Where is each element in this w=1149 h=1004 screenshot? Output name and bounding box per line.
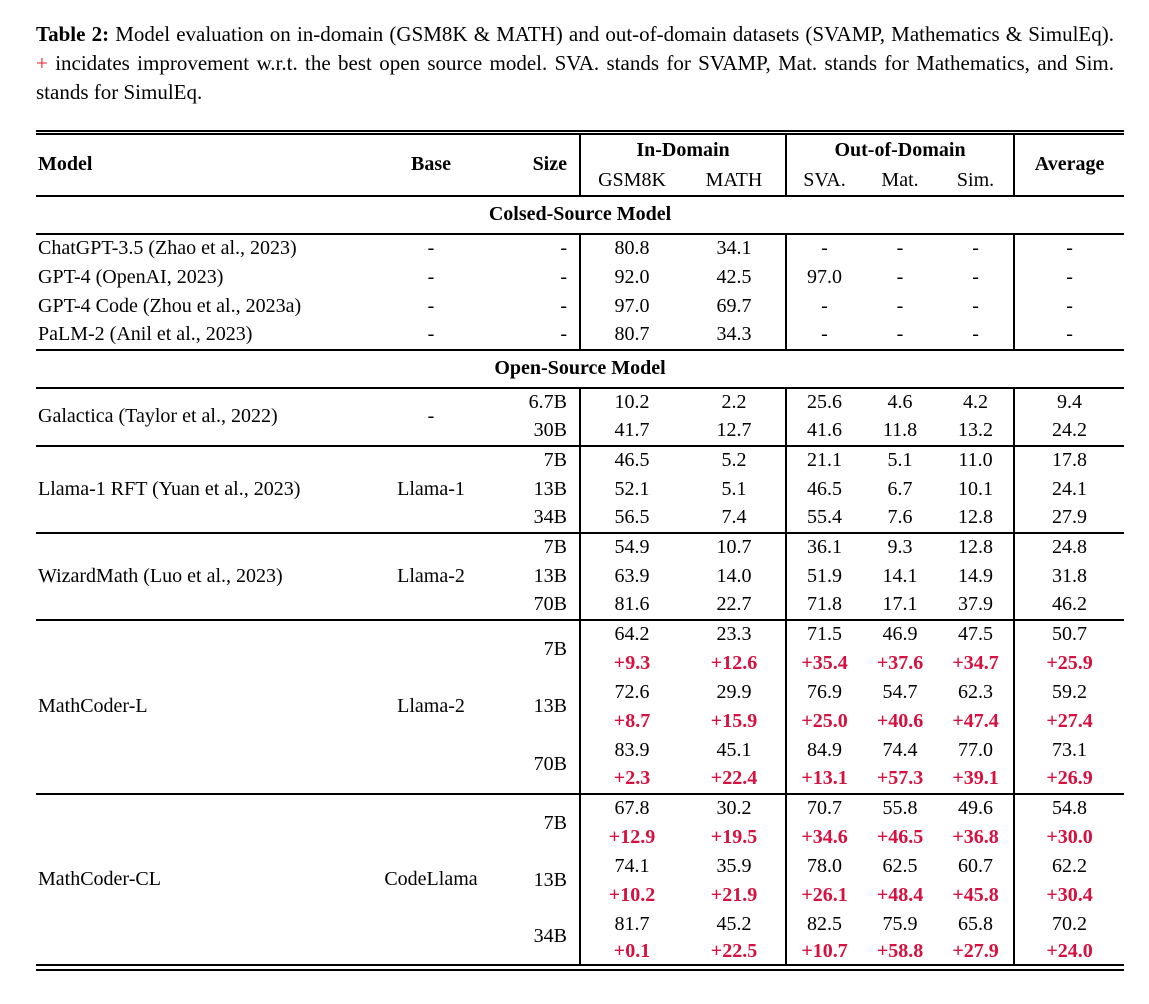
col-header-size: Size xyxy=(532,153,567,176)
score-cell-math: 2.2 xyxy=(721,391,747,413)
score-cell-mat: - xyxy=(896,237,904,259)
delta-cell-sva: +34.6 xyxy=(786,823,862,852)
score-cell-math: 12.7 xyxy=(716,419,752,441)
score-cell-sim: 10.1 xyxy=(958,477,994,500)
score-cell-math: 5.1 xyxy=(721,477,747,500)
score-cell-sim: - xyxy=(972,265,979,288)
table-body xyxy=(36,196,1124,968)
score-cell-mat: 7.6 xyxy=(887,506,913,528)
delta-cell-sim: +27.9 xyxy=(952,939,999,962)
table-row xyxy=(36,533,1124,562)
evaluation-table xyxy=(36,130,1124,971)
delta-cell-gsm8k: +10.2 xyxy=(580,881,683,910)
score-cell-sva: 71.8 xyxy=(786,591,862,620)
delta-cell-sim: +47.4 xyxy=(952,709,999,732)
score-cell-sim: 13.2 xyxy=(958,419,994,441)
score-cell-sim: 12.8 xyxy=(938,533,1014,562)
section-heading: Open-Source Model xyxy=(36,350,1124,388)
model-name-cell: Galactica (Taylor et al., 2022) xyxy=(38,405,278,427)
delta-cell-mat: +57.3 xyxy=(876,767,924,789)
table-row xyxy=(36,263,1124,292)
score-cell-gsm8k: 83.9 xyxy=(580,736,683,765)
score-cell-sim: - xyxy=(972,294,979,317)
delta-cell-gsm8k: +8.7 xyxy=(580,707,683,736)
caption-text-1: Model evaluation on in-domain (GSM8K & MATH) and out-of-domain datasets (SVAMP, Mathematics & SimulEq). xyxy=(115,22,1114,46)
size-cell: 7B xyxy=(486,620,580,678)
size-cell: 13B xyxy=(533,869,567,891)
score-cell-sva: - xyxy=(786,234,862,263)
score-cell-sva: 71.5 xyxy=(786,620,862,649)
score-cell-avg: 73.1 xyxy=(1014,736,1124,765)
score-cell-avg: 31.8 xyxy=(1014,562,1124,591)
score-cell-avg: 24.2 xyxy=(1014,417,1124,446)
col-header-mat: Mat. xyxy=(881,168,919,191)
base-model-cell: - xyxy=(427,265,435,288)
score-cell-gsm8k: 56.5 xyxy=(580,504,683,533)
score-cell-sva: 25.6 xyxy=(786,388,862,417)
base-model-cell: Llama-2 xyxy=(376,620,486,794)
delta-cell-gsm8k: +2.3 xyxy=(580,765,683,794)
delta-cell-sva: +10.7 xyxy=(786,939,862,968)
delta-cell-gsm8k: +12.9 xyxy=(580,823,683,852)
score-cell-sim: 60.7 xyxy=(958,854,994,877)
delta-cell-sim: +45.8 xyxy=(952,883,999,906)
score-cell-math: 34.1 xyxy=(716,237,752,259)
model-name-cell: GPT-4 Code (Zhou et al., 2023a) xyxy=(38,294,302,317)
score-cell-gsm8k: 64.2 xyxy=(580,620,683,649)
score-cell-gsm8k: 67.8 xyxy=(580,794,683,823)
score-cell-avg: 24.1 xyxy=(1014,475,1124,504)
section-heading-row xyxy=(36,196,1124,234)
delta-cell-sva: +25.0 xyxy=(786,707,862,736)
score-cell-mat: - xyxy=(896,294,904,317)
table-row xyxy=(36,794,1124,823)
delta-cell-mat: +46.5 xyxy=(876,825,924,848)
delta-cell-avg: +27.4 xyxy=(1014,707,1124,736)
score-cell-gsm8k: 63.9 xyxy=(580,562,683,591)
score-cell-math: 34.3 xyxy=(716,323,752,345)
score-cell-avg: - xyxy=(1014,292,1124,321)
col-header-base: Base xyxy=(411,153,451,176)
score-cell-sim: 49.6 xyxy=(938,794,1014,823)
score-cell-mat: 5.1 xyxy=(862,446,938,475)
col-header-sva: SVA. xyxy=(786,166,862,196)
size-cell: 13B xyxy=(533,695,567,717)
score-cell-sim: 4.2 xyxy=(963,391,989,413)
score-cell-mat: 11.8 xyxy=(882,419,918,441)
table-row xyxy=(36,388,1124,417)
table-row xyxy=(36,620,1124,649)
delta-cell-sva: +35.4 xyxy=(786,649,862,678)
table-header xyxy=(36,133,1124,196)
score-cell-avg: - xyxy=(1014,321,1124,350)
score-cell-gsm8k: 54.9 xyxy=(580,533,683,562)
score-cell-sim: 62.3 xyxy=(958,680,994,703)
delta-cell-math: +19.5 xyxy=(710,825,758,848)
score-cell-sva: 46.5 xyxy=(786,475,862,504)
size-cell: 70B xyxy=(533,593,567,615)
score-cell-gsm8k: 72.6 xyxy=(580,678,683,707)
table-row xyxy=(36,292,1124,321)
score-cell-sva: 21.1 xyxy=(786,446,862,475)
score-cell-gsm8k: 80.8 xyxy=(580,234,683,263)
size-cell: 6.7B xyxy=(528,391,567,413)
size-cell: 13B xyxy=(533,477,567,500)
score-cell-gsm8k: 97.0 xyxy=(580,292,683,321)
delta-cell-mat: +40.6 xyxy=(876,709,924,732)
base-model-cell: Llama-1 xyxy=(376,446,486,533)
delta-cell-sim: +34.7 xyxy=(952,651,999,674)
score-cell-mat: 75.9 xyxy=(882,912,918,935)
score-cell-math: 10.7 xyxy=(683,533,786,562)
score-cell-mat: 17.1 xyxy=(882,593,918,615)
delta-cell-mat: +58.8 xyxy=(876,939,924,962)
model-name-cell: MathCoder-CL xyxy=(36,794,376,968)
score-cell-mat: - xyxy=(896,265,904,288)
size-cell: - xyxy=(560,323,567,345)
table-caption xyxy=(36,20,1114,107)
score-cell-gsm8k: 52.1 xyxy=(580,475,683,504)
base-model-cell: - xyxy=(427,294,435,317)
delta-cell-gsm8k: +0.1 xyxy=(580,939,683,968)
score-cell-math: 14.0 xyxy=(716,564,752,587)
delta-cell-avg: +26.9 xyxy=(1014,765,1124,794)
size-cell: 7B xyxy=(486,794,580,852)
score-cell-sva: 55.4 xyxy=(786,504,862,533)
score-cell-sim: 65.8 xyxy=(958,912,994,935)
score-cell-sva: 76.9 xyxy=(786,678,862,707)
score-cell-math: 23.3 xyxy=(683,620,786,649)
size-cell: - xyxy=(560,294,567,317)
score-cell-avg: - xyxy=(1014,234,1124,263)
model-name-cell: ChatGPT-3.5 (Zhao et al., 2023) xyxy=(38,237,297,259)
score-cell-sim: 12.8 xyxy=(958,506,994,528)
score-cell-mat: 54.7 xyxy=(882,680,918,703)
col-header-sim: Sim. xyxy=(956,168,995,191)
table-row xyxy=(36,446,1124,475)
score-cell-avg: 9.4 xyxy=(1014,388,1124,417)
score-cell-sva: 84.9 xyxy=(786,736,862,765)
size-cell: - xyxy=(560,265,567,288)
score-cell-sim: 11.0 xyxy=(938,446,1014,475)
size-cell: 34B xyxy=(533,925,567,948)
delta-cell-sim: +39.1 xyxy=(952,767,999,789)
score-cell-math: 69.7 xyxy=(716,294,752,317)
delta-cell-mat: +37.6 xyxy=(876,651,924,674)
caption-plus-symbol: + xyxy=(36,51,48,75)
score-cell-sva: 51.9 xyxy=(786,562,862,591)
score-cell-gsm8k: 10.2 xyxy=(580,388,683,417)
col-header-model: Model xyxy=(38,153,93,176)
score-cell-gsm8k: 92.0 xyxy=(580,263,683,292)
base-model-cell: Llama-2 xyxy=(376,533,486,620)
score-cell-mat: 14.1 xyxy=(882,564,918,587)
score-cell-mat: - xyxy=(896,323,904,345)
score-cell-avg: 50.7 xyxy=(1014,620,1124,649)
caption-text-2: incidates improvement w.r.t. the best open source model. SVA. stands for SVAMP, Mat. stands for Mathematics, and Sim. stands for SimulEq. xyxy=(36,51,1114,104)
score-cell-math: 5.2 xyxy=(683,446,786,475)
score-cell-avg: 17.8 xyxy=(1014,446,1124,475)
score-cell-sim: 14.9 xyxy=(958,564,994,587)
score-cell-math: 35.9 xyxy=(716,854,752,877)
score-cell-mat: 74.4 xyxy=(882,738,918,761)
score-cell-avg: 24.8 xyxy=(1014,533,1124,562)
table-row xyxy=(36,234,1124,263)
caption-label: Table 2: xyxy=(36,22,110,46)
delta-cell-avg: +24.0 xyxy=(1014,939,1124,968)
score-cell-sva: 36.1 xyxy=(786,533,862,562)
delta-cell-avg: +30.4 xyxy=(1014,881,1124,910)
score-cell-sva: 97.0 xyxy=(786,263,862,292)
delta-cell-sva: +26.1 xyxy=(786,881,862,910)
score-cell-math: 42.5 xyxy=(716,265,752,288)
score-cell-avg: 62.2 xyxy=(1014,852,1124,881)
score-cell-mat: 4.6 xyxy=(887,391,913,413)
score-cell-avg: 46.2 xyxy=(1014,591,1124,620)
score-cell-math: 45.2 xyxy=(716,912,752,935)
score-cell-sim: 37.9 xyxy=(958,593,994,615)
delta-cell-mat: +48.4 xyxy=(876,883,924,906)
col-header-gsm8k: GSM8K xyxy=(580,166,683,196)
delta-cell-math: +22.5 xyxy=(710,939,758,962)
score-cell-gsm8k: 74.1 xyxy=(580,852,683,881)
model-name-cell: MathCoder-L xyxy=(36,620,376,794)
score-cell-sim: - xyxy=(972,237,979,259)
base-model-cell: - xyxy=(427,237,435,259)
model-name-cell: WizardMath (Luo et al., 2023) xyxy=(36,533,376,620)
score-cell-avg: 59.2 xyxy=(1014,678,1124,707)
score-cell-gsm8k: 46.5 xyxy=(580,446,683,475)
delta-cell-sva: +13.1 xyxy=(786,765,862,794)
model-name-cell: PaLM-2 (Anil et al., 2023) xyxy=(38,323,253,345)
score-cell-sim: 47.5 xyxy=(938,620,1014,649)
col-header-math: MATH xyxy=(705,168,763,191)
size-cell: 70B xyxy=(533,752,567,775)
table-row xyxy=(36,321,1124,350)
score-cell-mat: 55.8 xyxy=(862,794,938,823)
score-cell-gsm8k: 41.7 xyxy=(580,417,683,446)
base-model-cell: CodeLlama xyxy=(376,794,486,968)
score-cell-mat: 46.9 xyxy=(862,620,938,649)
score-cell-avg: 70.2 xyxy=(1014,910,1124,939)
delta-cell-avg: +30.0 xyxy=(1014,823,1124,852)
score-cell-gsm8k: 81.6 xyxy=(580,591,683,620)
col-header-out-of-domain: Out-of-Domain xyxy=(786,133,1014,166)
score-cell-sva: 82.5 xyxy=(786,910,862,939)
delta-cell-math: +21.9 xyxy=(710,883,758,906)
score-cell-math: 30.2 xyxy=(683,794,786,823)
section-heading-row xyxy=(36,350,1124,388)
score-cell-mat: 9.3 xyxy=(862,533,938,562)
delta-cell-math: +12.6 xyxy=(710,651,758,674)
model-name-cell: Llama-1 RFT (Yuan et al., 2023) xyxy=(36,446,376,533)
base-model-cell: - xyxy=(427,323,435,345)
size-cell: 13B xyxy=(533,564,567,587)
score-cell-sva: - xyxy=(786,292,862,321)
score-cell-sim: 77.0 xyxy=(958,738,994,761)
delta-cell-math: +15.9 xyxy=(710,709,758,732)
size-cell: 7B xyxy=(486,533,580,562)
score-cell-gsm8k: 80.7 xyxy=(580,321,683,350)
score-cell-avg: 27.9 xyxy=(1014,504,1124,533)
base-model-cell: - xyxy=(427,405,435,427)
col-header-in-domain: In-Domain xyxy=(580,133,786,166)
score-cell-math: 22.7 xyxy=(716,593,752,615)
score-cell-mat: 62.5 xyxy=(882,854,918,877)
score-cell-math: 29.9 xyxy=(716,680,752,703)
delta-cell-sim: +36.8 xyxy=(952,825,999,848)
score-cell-sim: - xyxy=(972,323,979,345)
delta-cell-avg: +25.9 xyxy=(1014,649,1124,678)
score-cell-mat: 6.7 xyxy=(887,477,913,500)
score-cell-math: 45.1 xyxy=(716,738,752,761)
size-cell: - xyxy=(560,237,567,259)
size-cell: 7B xyxy=(486,446,580,475)
score-cell-sva: 70.7 xyxy=(786,794,862,823)
score-cell-sva: 41.6 xyxy=(786,417,862,446)
score-cell-sva: - xyxy=(786,321,862,350)
size-cell: 30B xyxy=(533,419,567,441)
score-cell-sva: 78.0 xyxy=(786,852,862,881)
section-heading: Colsed-Source Model xyxy=(36,196,1124,234)
delta-cell-math: +22.4 xyxy=(710,767,758,789)
header-row-group xyxy=(36,133,1124,166)
size-cell: 34B xyxy=(533,506,567,528)
score-cell-avg: - xyxy=(1014,263,1124,292)
score-cell-math: 7.4 xyxy=(721,506,747,528)
model-name-cell: GPT-4 (OpenAI, 2023) xyxy=(38,265,224,288)
score-cell-avg: 54.8 xyxy=(1014,794,1124,823)
score-cell-gsm8k: 81.7 xyxy=(580,910,683,939)
delta-cell-gsm8k: +9.3 xyxy=(580,649,683,678)
col-header-average: Average xyxy=(1014,133,1124,196)
